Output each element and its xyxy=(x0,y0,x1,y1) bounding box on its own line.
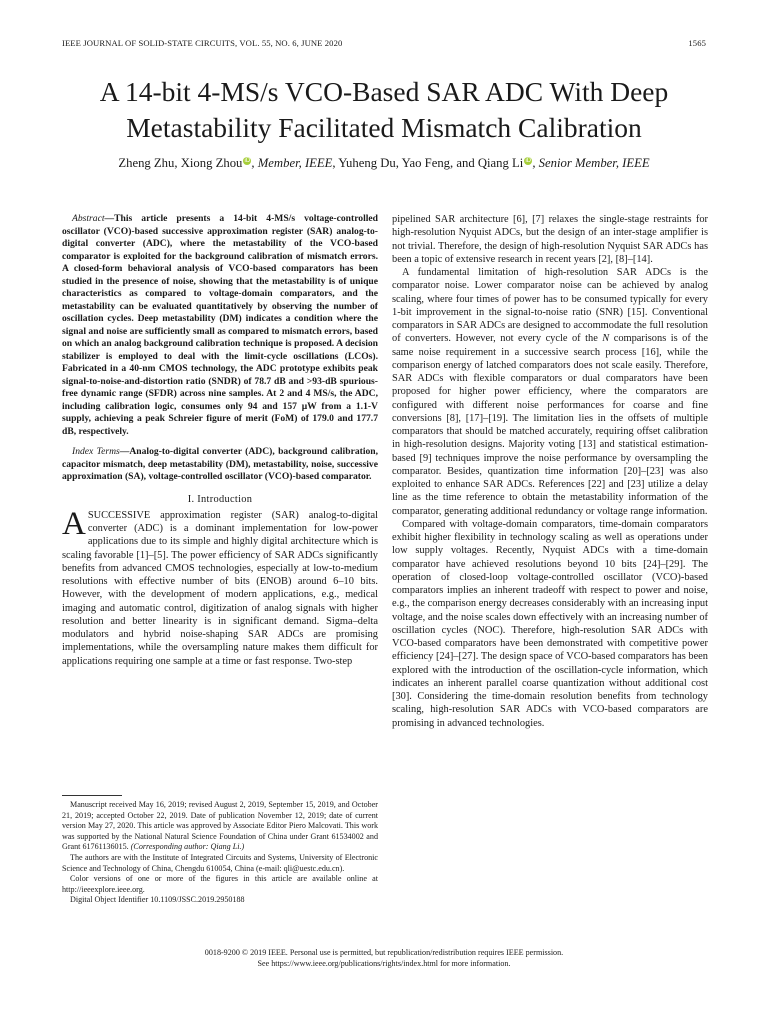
corresponding-author: (Corresponding author: Qiang Li.) xyxy=(130,842,245,852)
author-names-2: , Yuheng Du, Yao Feng, and Qiang Li xyxy=(332,156,524,170)
orcid-icon[interactable]: iD xyxy=(525,157,532,164)
index-terms-label: Index Terms xyxy=(72,446,120,457)
index-terms xyxy=(62,446,378,484)
index-terms-text: Analog-to-digital converter (ADC), background calibration, capacitor mismatch, deep metastability (DM), metastability, noise, successive approximation (SA), voltage-controlled oscillator (VCO)-based comparator. xyxy=(62,446,379,482)
author-list xyxy=(40,156,728,171)
body-paragraph-2b: comparisons is of the same noise requirement in a successive search process [16], while the comparison energy of latched comparators does not scale easily. Therefore, SAR ADCs with flexible comparators or dual comparators have been proposed for higher power efficiency, where the comparators are configured with different noise performances for coarse and fine conversions [8], [17]–[19]. The limitation lies in the offsets of multiple comparators that should be matched accurately, requiring offset calibration in high-resolution designs. Majority voting [13] and statistical estimation-based [9] techniques improve the noise performance by oversampling the comparator. Besides, quantization time information [20]–[23] was also exploited to enhance SAR ADCs. References [22] and [23] utilize a delay line as the time reference to obtain the metastability information of the comparator, generating additional redundancy or voltage range information. xyxy=(392,333,708,517)
right-column xyxy=(392,213,708,730)
footnote-manuscript-text: Manuscript received May 16, 2019; revised August 2, 2019, September 15, 2019, and October 21, 2019; accepted October 22, 2019. Date of publication November 12, 2019; date of current version May 27, 2020. This article was approved by Associate Editor Piero Malcovati. This work was supported by the National Natural Science Foundation of China under Grant 61534002 and Grant 61761136015. xyxy=(62,800,378,852)
copyright-line-2: See https://www.ieee.org/publications/rights/index.html for more information. xyxy=(257,958,511,968)
copyright-line-1: 0018-9200 © 2019 IEEE. Personal use is permitted, but republication/redistribution requires IEEE permission. xyxy=(204,948,564,957)
author-names-1: Zheng Zhu, Xiong Zhou xyxy=(118,156,243,170)
copyright-notice xyxy=(62,948,706,969)
body-paragraph-2a: A fundamental limitation of high-resolution SAR ADCs is the comparator noise. Lower comparator noise can be achieved by analog scaling, where four times of power has to be consumed typically for every 1-bit improvement in the signal-to-noise ratio (SNR) [15]. Conventional comparators in SAR ADCs are designed to accommodate the full resolution of converters. However, not every cycle of the xyxy=(392,267,708,345)
drop-cap: A xyxy=(62,505,86,542)
index-terms-dash: — xyxy=(119,446,130,457)
abstract-dash: — xyxy=(104,213,115,224)
abstract-text: This article presents a 14-bit 4-MS/s voltage-controlled oscillator (VCO)-based successive approximation register (SAR) analog-to-digital converter (ADC), where the metastability of the VCO-based comparator is exploited for the background calibration of mismatch errors. A closed-form behavioral analysis of VCO-based comparators has been studied in the presence of noise, showing that the metastability is of unique characteristics as compared to voltage-domain comparators, and the metastability can be evaluated quantitatively by observing the number of oscillation cycles. Deep metastability (DM) indicates a condition where the signal and noise are sufficiently small as compared to mismatch errors, based on which an analog background calibration technique is proposed. A decision stabilizer is employed to deal with the limit-cycle oscillations (LCOs). Fabricated in a 40-nm CMOS technology, the ADC prototype exhibits peak signal-to-noise-and-distortion ratio (SNDR) of 78.7 dB and >93-dB spurious-free dynamic range (SFDR) across nine samples. At 2 and 4 MS/s, the ADC, including calibration logic, consumes only 94 and 157 μW from a 1.1-V supply, achieving a peak Schreier figure of merit (FoM) of 179.0 and 177.7 dB, respectively. xyxy=(62,213,378,437)
intro-text: SUCCESSIVE approximation register (SAR) analog-to-digital converter (ADC) is a dominant implementation for low-power applications due to its simple and highly digital architecture which is scaling favorable [1]–[5]. The power efficiency of SAR ADCs significantly benefits from advanced CMOS technologies, especially at low-to-medium resolutions with effective number of bits (ENOB) around 6–10 bits. However, with the development of modern applications, e.g., medical imaging and automatic control, digitization of analog signals with higher resolution and better linearity is in significant demand. Sigma–delta modulators and hybrid noise-shaping SAR ADCs are promising implementations, while the oversampling nature makes them difficult for applications requiring one sample at a time or fast response. Two-step xyxy=(62,509,378,667)
footnotes xyxy=(62,800,378,906)
body-paragraph-2 xyxy=(392,266,708,518)
body-paragraph-1: pipelined SAR architecture [6], [7] relaxes the single-stage restraints for high-resolution Nyquist ADCs, but the design of an inter-stage amplifier is not trivial. Therefore, the design of high-resolution Nyquist SAR ADCs has been a topic of extensive research in recent years [2], [8]–[14]. xyxy=(392,214,708,265)
author-role-2: , Senior Member, IEEE xyxy=(532,156,650,170)
footnote-affiliation: The authors are with the Institute of Integrated Circuits and Systems, University of Electronic Science and Technology of China, Chengdu 610054, China (e-mail: qli@uestc.edu.cn). xyxy=(62,852,378,873)
footnote-rule xyxy=(62,795,122,796)
variable-n: N xyxy=(602,333,610,345)
abstract xyxy=(62,213,378,438)
footnote-manuscript xyxy=(62,800,378,853)
page-number: 1565 xyxy=(688,38,706,48)
footnote-doi: Digital Object Identifier 10.1109/JSSC.2019.2950188 xyxy=(70,895,245,905)
section-heading: I. Introduction xyxy=(187,493,253,505)
body-paragraph-3: Compared with voltage-domain comparators, time-domain comparators exhibit higher flexibility in technology scaling as well as operations under low supply voltages. Recently, Nyquist ADCs with a time-domain comparator have achieved resolutions beyond 10 bits [24]–[29]. The operation of closed-loop voltage-controlled oscillator (VCO)-based comparators implies an inherent tradeoff with respect to power and noise, e.g., the comparison energy decreases considerably with an increasing input voltage, and the noise scales down effectively with an increasing number of oscillation cycles (NOC). Therefore, high-resolution SAR ADCs with VCO-based comparators have been demonstrated with competitive power efficiency [24]–[27]. The design space of VCO-based comparators has been explored with the introduction of the oscillation-cycle information, which indicates an inherent parallel coarse quantization without additional cost [30]. Considering the time-domain resolution benefits from technology scaling, high-resolution SAR ADCs with VCO-based comparators are promising in advanced technologies. xyxy=(392,518,708,729)
footnote-color: Color versions of one or more of the figures in this article are available online at http://ieeexplore.ieee.org. xyxy=(62,874,378,894)
paper-title: A 14-bit 4-MS/s VCO-Based SAR ADC With Deep Metastability Facilitated Mismatch Calibration xyxy=(99,76,669,143)
left-column xyxy=(62,213,378,668)
orcid-icon[interactable]: iD xyxy=(244,157,251,164)
journal-info: IEEE JOURNAL OF SOLID-STATE CIRCUITS, VOL. 55, NO. 6, JUNE 2020 xyxy=(62,38,343,48)
author-role-1: , Member, IEEE xyxy=(251,156,333,170)
intro-paragraph xyxy=(62,505,378,668)
abstract-label: Abstract xyxy=(72,213,105,224)
